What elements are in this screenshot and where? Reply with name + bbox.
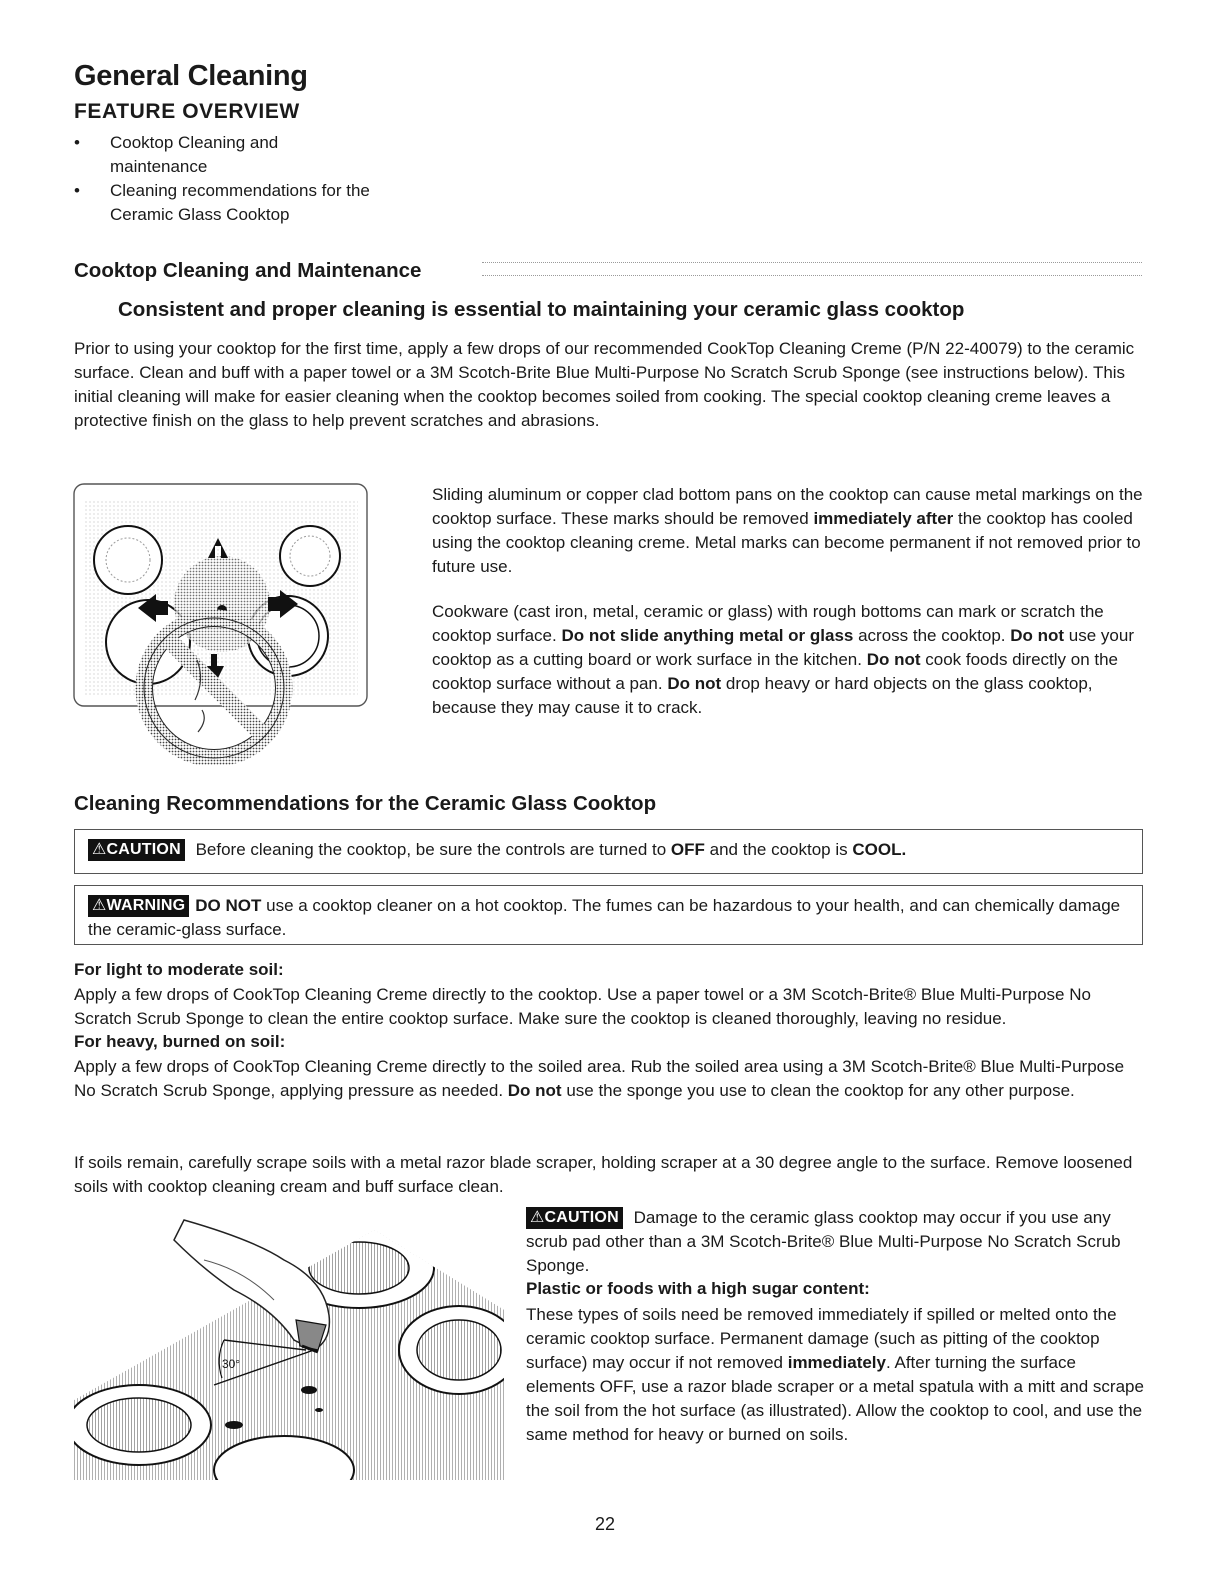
caution-badge: ⚠CAUTION	[526, 1207, 623, 1229]
svg-text:30°: 30°	[222, 1357, 241, 1371]
heavy-soil-paragraph: Apply a few drops of CookTop Cleaning Creme directly to the soiled area. Rub the soiled area using a 3M Scotch-Brite® Blue Multi-Purpose No Scratch Scrub Sponge, applying pressure as needed. Do not use the sponge you use to clean the cooktop for any other purpose.	[74, 1057, 1125, 1100]
warning-box: ⚠WARNING DO NOT use a cooktop cleaner on a hot cooktop. The fumes can be hazardous to your health, and can chemically damage the ceramic-glass surface.	[74, 885, 1143, 945]
caution-badge: ⚠CAUTION	[88, 839, 185, 861]
maintenance-heading: Cooktop Cleaning and Maintenance	[74, 259, 422, 282]
cooktop-prohibited-figure	[72, 480, 372, 765]
page-number: 22	[594, 1514, 616, 1534]
page-title: General Cleaning	[74, 60, 308, 92]
warning-triangle-icon: ⚠	[530, 1209, 545, 1226]
sliding-pans-paragraph: Sliding aluminum or copper clad bottom pans on the cooktop can cause metal markings on the cooktop surface. These marks should be removed immediately after the cooktop has cooled using the cooktop cleaning creme. Metal marks can become permanent if not removed prior to future use.	[432, 485, 1143, 576]
recommendations-heading: Cleaning Recommendations for the Ceramic Glass Cooktop	[74, 792, 657, 815]
warning-triangle-icon: ⚠	[92, 841, 107, 858]
warning-badge: ⚠WARNING	[88, 895, 189, 917]
list-item: • Cleaning recommendations for the Ceramic Glass Cooktop	[74, 179, 374, 227]
section-title: FEATURE OVERVIEW	[74, 100, 300, 123]
caution-box: ⚠CAUTION Before cleaning the cooktop, be sure the controls are turned to OFF and the cooktop is COOL.	[74, 829, 1143, 874]
overview-list	[74, 131, 374, 227]
warning-triangle-icon: ⚠	[92, 897, 107, 914]
sugar-label: Plastic or foods with a high sugar content:	[526, 1279, 870, 1298]
heavy-soil-label: For heavy, burned on soil:	[74, 1032, 286, 1051]
maintenance-subheading: Consistent and proper cleaning is essential to maintaining your ceramic glass cooktop	[118, 298, 965, 321]
light-soil-label: For light to moderate soil:	[74, 960, 284, 979]
dotted-rule	[482, 262, 1142, 276]
scrape-paragraph: If soils remain, carefully scrape soils with a metal razor blade scraper, holding scraper at a 30 degree angle to the surface. Remove loosened soils with cooktop cleaning cream and buff surface clean.	[74, 1153, 1133, 1196]
light-soil-paragraph: Apply a few drops of CookTop Cleaning Creme directly to the cooktop. Use a paper towel or a 3M Scotch-Brite® Blue Multi-Purpose No Scratch Scrub Sponge to clean the entire cooktop surface. Make sure the cooktop is cleaned thoroughly, leaving no residue.	[74, 985, 1091, 1028]
sugar-paragraph: These types of soils need be removed immediately if spilled or melted onto the ceramic cooktop surface. Permanent damage (such as pitting of the cooktop surface) may occur if not removed immediately. After turning the surface elements OFF, use a razor blade scraper or a metal spatula with a mitt and scrape the soil from the hot surface (as illustrated). Allow the cooktop to cool, and use the same method for heavy or burned on soils.	[526, 1305, 1144, 1444]
caution-scrub-paragraph: ⚠CAUTION Damage to the ceramic glass cooktop may occur if you use any scrub pad other than a 3M Scotch-Brite® Blue Multi-Purpose No Scratch Scrub Sponge.	[526, 1208, 1121, 1275]
intro-paragraph: Prior to using your cooktop for the first time, apply a few drops of our recommended CookTop Cleaning Creme (P/N 22-40079) to the ceramic surface. Clean and buff with a paper towel or a 3M Scotch-Brite Blue Multi-Purpose No Scratch Scrub Sponge (see instructions below). This initial cleaning will make for easier cleaning when the cooktop becomes soiled from cooking. The special cooktop cleaning creme leaves a protective finish on the glass to help prevent scratches and abrasions.	[74, 339, 1135, 430]
cookware-paragraph: Cookware (cast iron, metal, ceramic or glass) with rough bottoms can mark or scratch the cooktop surface. Do not slide anything metal or glass across the cooktop. Do not use your cooktop as a cutting board or work surface in the kitchen. Do not cook foods directly on the cooktop surface without a pan. Do not drop heavy or hard objects on the glass cooktop, because they may cause it to crack.	[432, 602, 1134, 717]
list-item: • Cooktop Cleaning and maintenance	[74, 131, 374, 179]
scraper-figure	[74, 1200, 504, 1480]
